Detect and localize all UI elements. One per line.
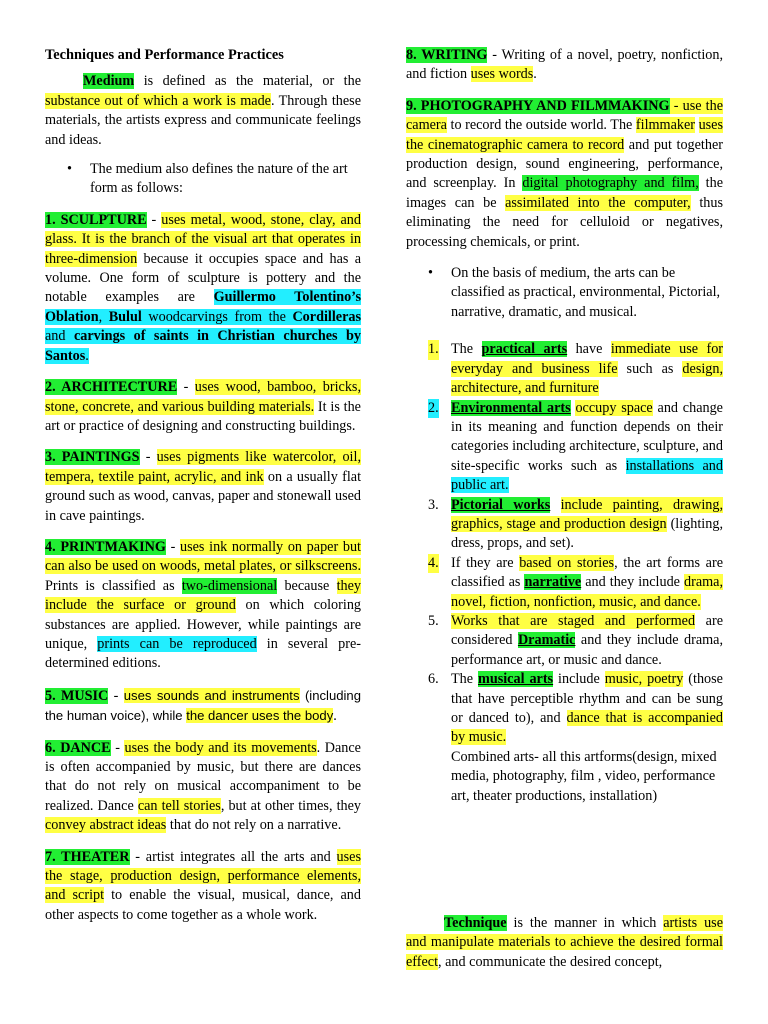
list-number: 4. — [428, 554, 439, 573]
sculpture-paragraph: 1. SCULPTURE - uses metal, wood, stone, clay, and glass. It is the branch of the visual art that operates in three-dimension because it occupies space and has a volume. One form of sculpture is pottery and the notable examples are Guillermo Tolentino’s Oblation, Bulul woodcarvings from the Cordilleras and carvings of saints in Christian churches by Santos. — [45, 211, 361, 364]
highlight: uses ink normally on paper but can also be used on woods, metal plates, or silkscreens. — [45, 538, 361, 575]
page-title: Techniques and Performance Practices — [45, 47, 284, 63]
art-classification-list — [406, 340, 723, 806]
list-item-musical: 6. The musical arts include music, poetry (those that have perceptible rhythm and can be sung or danced to), and dance that is accompanied by music. Combined arts- all this artforms(design, mixed media, photography, film , video, performance art, theater productions, installation) — [406, 670, 723, 806]
highlight: uses pigments like watercolor, oil, tempera, textile paint, acrylic, and ink — [45, 449, 361, 485]
highlight: uses the stage, production design, performance elements, and script — [45, 848, 361, 904]
dance-label: 6. DANCE — [45, 739, 111, 756]
highlight: uses words — [470, 66, 534, 83]
printmaking-label: 4. PRINTMAKING — [45, 538, 166, 555]
highlight: uses the body and its movements — [124, 739, 317, 756]
technique-term: Technique — [444, 915, 507, 931]
right-column — [406, 46, 724, 970]
list-number: 6. — [428, 671, 439, 688]
medium-paragraph: Medium is defined as the material, or the substance out of which a work is made. Through these materials, the artists express and communicate feelings and ideas. — [45, 73, 361, 148]
sculpture-label: 1. SCULPTURE — [45, 211, 147, 228]
bullet-icon: • — [428, 265, 433, 282]
list-number: 2. — [428, 399, 439, 418]
list-item-dramatic: 5. Works that are staged and performed are considered Dramatic and they include drama, performance art, or music and dance. — [428, 612, 723, 668]
photography-label: 9. PHOTOGRAPHY AND FILMMAKING — [406, 97, 670, 114]
architecture-label: 2. ARCHITECTURE — [45, 379, 178, 396]
paintings-paragraph: 3. PAINTINGS - uses pigments like watercolor, oil, tempera, textile paint, acrylic, and ink on a usually flat ground such as wood, canvas, paper and stonewall used in cave paintings. — [45, 449, 362, 524]
paintings-label: 3. PAINTINGS — [45, 449, 140, 466]
highlight: artists use and manipulate materials to achieve the desired formal effect — [406, 915, 723, 970]
list-number: 1. — [428, 340, 439, 359]
bullet-item: • On the basis of medium, the arts can be classified as practical, environmental, Pictorial, narrative, dramatic, and musical. — [428, 265, 721, 320]
list-item-pictorial: 3. Pictorial works include painting, drawing, graphics, stage and production design (lighting, dress, props, and set). — [428, 496, 724, 552]
combined-arts-note: Combined arts- all this artforms(design, mixed media, photography, film , video, performance art, theater productions, installation) — [451, 748, 717, 804]
bullet-item: • The medium also defines the nature of the art form as follows: — [67, 161, 348, 197]
printmaking-paragraph: 4. PRINTMAKING - uses ink normally on paper but can also be used on woods, metal plates, or silkscreens. Prints is classified as two-dimensional because they include the surface or ground on which coloring substances are applied. However, while paintings are unique, prints can be reproduced in several pre-determined editions. — [45, 538, 362, 672]
music-paragraph: 5. MUSIC - uses sounds and instruments (including the human voice), while the dancer uses the body. — [45, 687, 361, 725]
music-label: 5. MUSIC — [45, 687, 109, 704]
writing-label: 8. WRITING — [406, 47, 488, 63]
list-item-narrative: 4. If they are based on stories, the art forms are classified as narrative and they include drama, novel, fiction, nonfiction, music, and dance. — [428, 554, 723, 610]
medium-term: Medium — [83, 73, 135, 90]
technique-paragraph: Technique is the manner in which artists use and manipulate materials to achieve the desired formal effect, and communicate the desired concept, — [406, 915, 723, 970]
left-column — [45, 46, 361, 925]
list-item-environmental: 2. Environmental arts occupy space and change in its meaning and function depends on their categories including architecture, sculpture, and site-specific works such as installations and public art. — [428, 399, 723, 494]
architecture-paragraph: 2. ARCHITECTURE - uses wood, bamboo, bricks, stone, concrete, and various building materials. It is the art or practice of designing and constructing buildings. — [45, 379, 361, 434]
theater-label: 7. THEATER — [45, 848, 130, 865]
writing-paragraph: 8. WRITING - Writing of a novel, poetry, nonfiction, and fiction uses words. — [406, 47, 723, 83]
dance-paragraph: 6. DANCE - uses the body and its movements. Dance is often accompanied by music, but there are dances that do not rely on musical accompaniment to be realized. Dance can tell stories, but at other times, they convey abstract ideas that do not rely on a narrative. — [45, 739, 362, 834]
highlight: substance out of which a work is made — [45, 92, 271, 109]
highlight: uses metal, wood, stone, clay, and glass. It is the branch of the visual art that operates in three-dimension — [45, 211, 361, 267]
list-item-practical: 1. The practical arts have immediate use for everyday and business life such as design, architecture, and furniture — [428, 341, 724, 397]
photography-paragraph: 9. PHOTOGRAPHY AND FILMMAKING - use the camera to record the outside world. The filmmaker uses the cinematographic camera to record and put together production design, sound engineering, performance, and screenplay. In digital photography and film, the images can be assimilated into the computer, thus eliminating the need for celluloid or negatives, processing chemicals, or print. — [406, 97, 724, 250]
theater-paragraph: 7. THEATER - artist integrates all the arts and uses the stage, production design, performance elements, and script to enable the visual, musical, dance, and other aspects to come together as a whole work. — [45, 848, 361, 923]
highlight: use the camera — [406, 97, 723, 134]
list-number: 5. — [428, 612, 439, 629]
highlight: uses sounds and instruments — [123, 687, 300, 703]
list-number: 3. — [428, 496, 439, 513]
highlight: uses wood, bamboo, bricks, stone, concrete, and various building materials. — [45, 379, 361, 415]
bullet-icon: • — [67, 161, 72, 178]
